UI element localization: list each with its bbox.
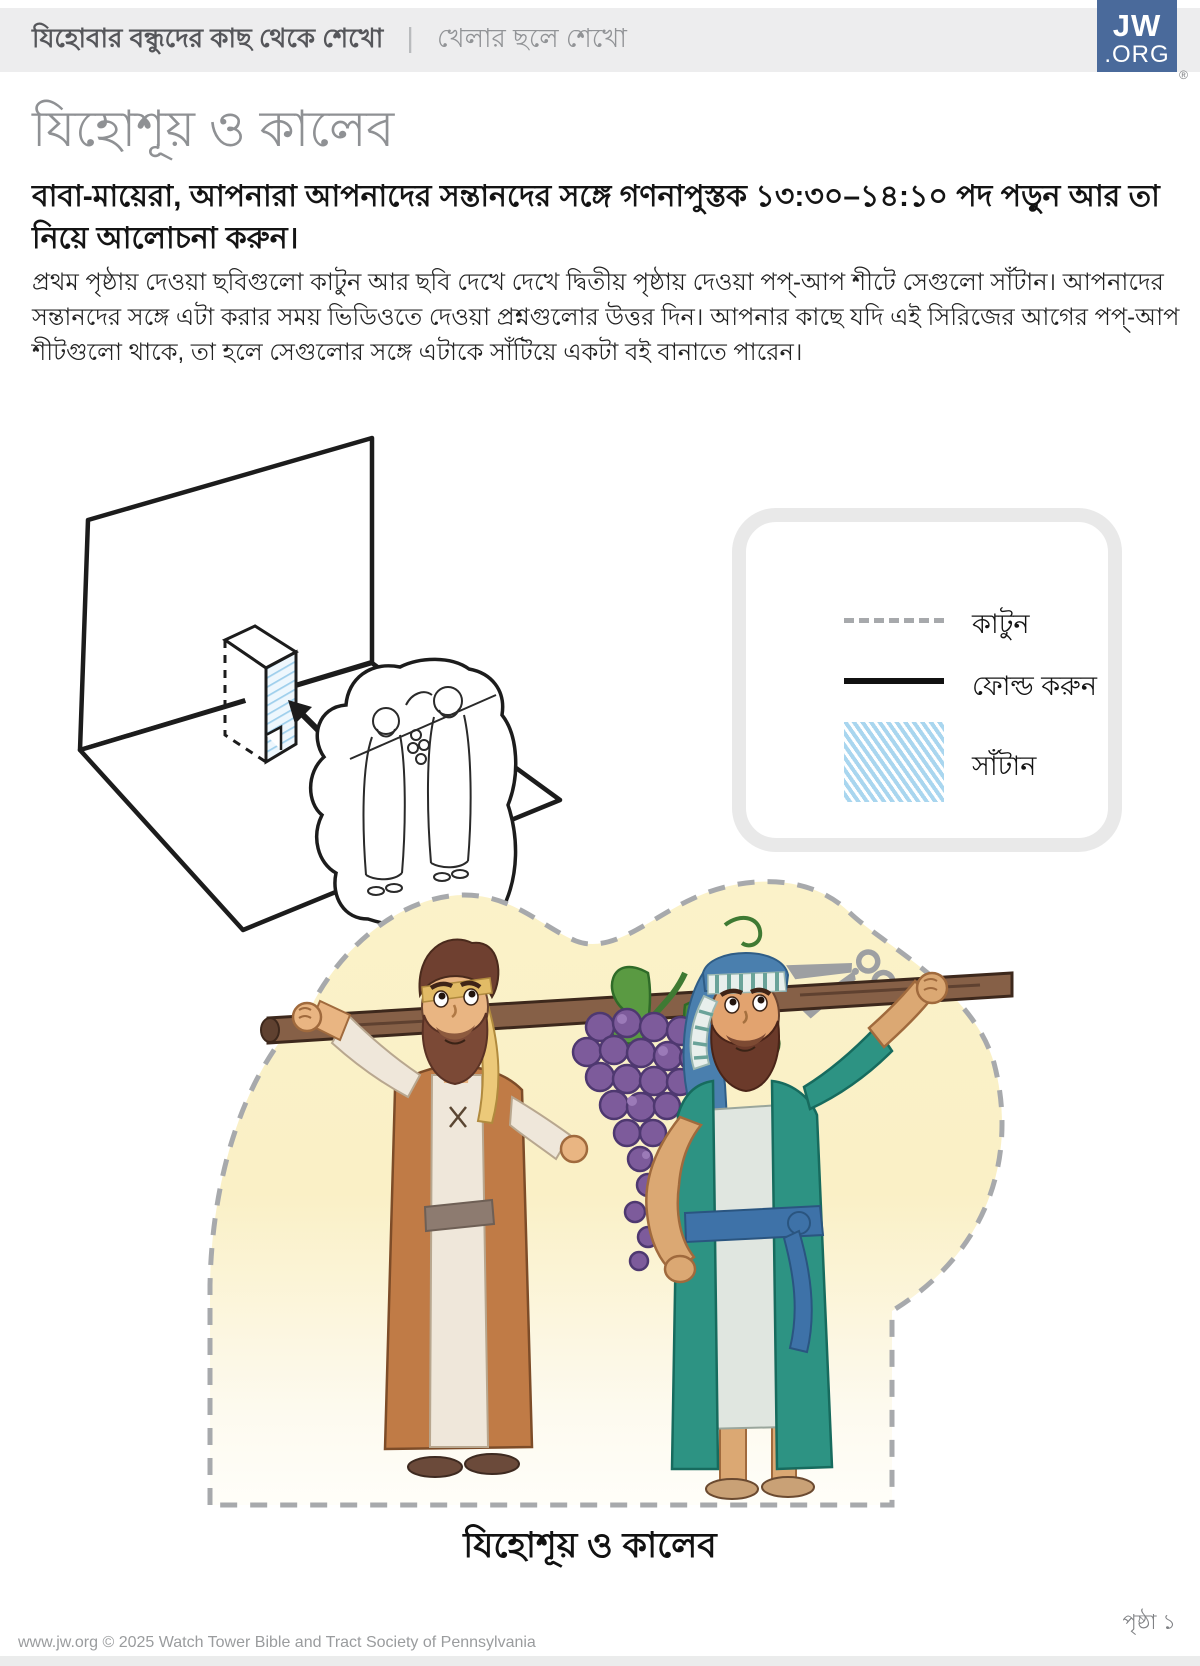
header-separator: | <box>406 22 414 53</box>
header-bar <box>0 8 1200 72</box>
activity-instructions: প্রথম পৃষ্ঠায় দেওয়া ছবিগুলো কাটুন আর ছবি দেখে দেখে দ্বিতীয় পৃষ্ঠায় দেওয়া পপ্‌-আপ শীটে সেগুলো সাঁটান। আপনাদের সন্তানদের সঙ্গে এটা করার সময় ভিডিওতে দেওয়া প্রশ্নগুলোর উত্তর দিন। আপনার কাছে যদি এই সিরিজের আগের পপ্‌-আপ শীটগুলো থাকে, তা হলে সেগুলোর সঙ্গে এটাকে সাঁটিয়ে একটা বই বানাতে পারেন। <box>32 269 1180 366</box>
category-title: খেলার ছলে শেখো <box>437 23 627 53</box>
page-number: পৃষ্ঠা ১ <box>1122 1611 1176 1634</box>
legend-label-glue: সাঁটান <box>972 751 1037 781</box>
legend-label-cut: কাটুন <box>972 609 1030 639</box>
series-title: যিহোবার বন্ধুদের কাছ থেকে শেখো <box>32 23 384 53</box>
glue-patch-sample <box>844 722 944 802</box>
logo-line2: .ORG <box>1104 41 1170 68</box>
joshua-caleb-illustration <box>180 855 1020 1520</box>
cut-line-sample <box>844 618 944 623</box>
header-text <box>32 18 627 62</box>
legend-label-fold: ফোল্ড করুন <box>972 671 1097 701</box>
parent-instruction-bold: বাবা-মায়েরা, আপনারা আপনাদের সন্তানদের সঙ্গে গণনাপুস্তক ১৩:৩০–১৪:১০ পদ পড়ুন আর তা নিয়ে আলোচনা করুন। <box>32 180 1160 255</box>
fold-line-sample <box>844 678 944 684</box>
copyright-line: www.jw.org © 2025 Watch Tower Bible and Tract Society of Pennsylvania <box>18 1634 536 1651</box>
registered-trademark-symbol: ® <box>1179 68 1188 82</box>
bottom-strip <box>0 1656 1200 1666</box>
jw-org-logo <box>1097 0 1177 72</box>
logo-line1: JW <box>1112 8 1162 43</box>
page-title: যিহোশূয় ও কালেব <box>32 101 395 157</box>
figure-caption: যিহোশূয় ও কালেব <box>463 1526 717 1565</box>
legend-box <box>732 508 1122 852</box>
